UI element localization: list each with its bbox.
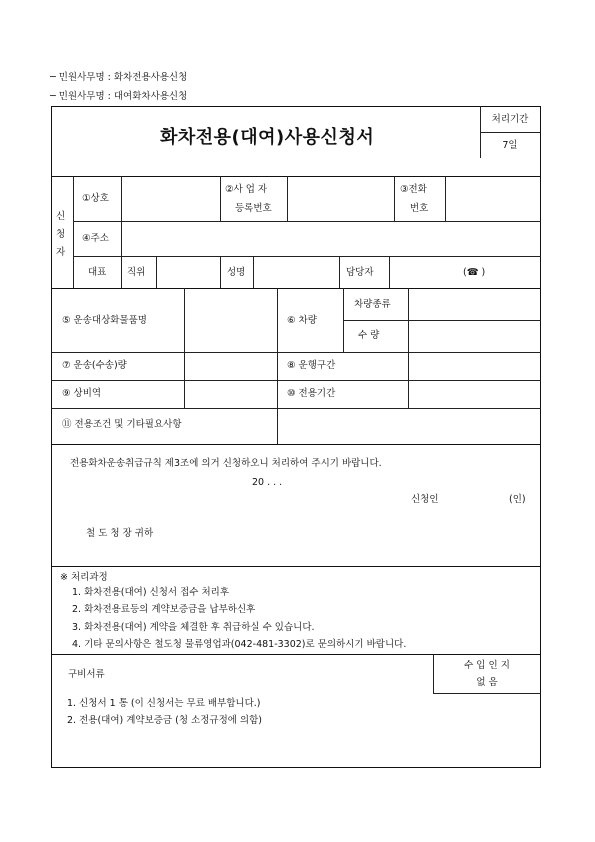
vehicle-type-field[interactable] [409,289,540,319]
stamp-value: 없 음 [476,677,498,688]
address-field[interactable] [122,222,540,255]
phone-field[interactable] [446,177,540,220]
manager-label: 담당자 [346,267,374,278]
phone-label-1: ③전화 [400,184,427,195]
name-label: 성명 [227,267,246,278]
process-step: 1. 화차전용(대여) 신청서 접수 처리후 [72,587,230,598]
stamp-label: 수 입 인 지 [464,660,510,671]
form-title: 화차전용(대여)사용신청서 [160,127,375,148]
period-label: ⑩ 전용기간 [287,388,336,399]
address-label: ④주소 [82,233,109,244]
vehicle-type-label: 차량종류 [354,299,391,310]
documents-heading: 구비서류 [68,669,105,680]
cargo-item-label: ⑤ 운송대상화물품명 [62,315,147,326]
position-label: 직위 [127,267,146,278]
seal-mark: (인) [509,494,526,505]
company-field[interactable] [122,177,219,220]
vehicle-label: ⑥ 차량 [287,315,317,326]
fee-label: ⑨ 상비역 [62,388,102,399]
phone-label-2: 번호 [410,203,429,214]
conditions-label: ⑪ 전용조건 및 기타필요사항 [62,419,182,430]
document-item: 2. 전용(대여) 계약보증금 (청 소정규정에 의함) [67,715,262,726]
process-heading: ※ 처리과정 [60,572,108,583]
process-step: 4. 기타 문의사항은 철도청 물류영업과(042-481-3302)로 문의하시기 바랍니다. [72,639,407,650]
company-label: ①상호 [82,193,109,204]
biz-no-field[interactable] [288,177,393,220]
rep-label: 대표 [88,267,107,278]
recipient: 철 도 청 장 귀하 [86,528,154,539]
biz-no-label-2: 등록번호 [235,203,272,214]
cargo-item-field[interactable] [185,289,276,351]
process-step: 2. 화차전용료등의 계약보증금을 납부하신후 [72,604,256,615]
applicant-sign-label: 신청인 [411,494,439,505]
process-step: 3. 화차전용(대여) 계약을 체결한 후 취급하실 수 있습니다. [72,622,315,633]
volume-field[interactable] [185,353,276,379]
processing-period-value: 7일 [502,140,518,151]
route-field[interactable] [409,353,540,379]
document-item: 1. 신청서 1 통 (이 신청서는 무료 배부합니다.) [67,698,261,709]
biz-no-label-1: ②사 업 자 [225,184,268,195]
quantity-label: 수 량 [358,330,380,341]
quantity-field[interactable] [409,321,540,351]
fee-field[interactable] [185,381,276,407]
route-label: ⑧ 운행구간 [287,360,336,371]
conditions-field[interactable] [278,409,540,443]
declaration-date: 20 . . . [252,477,283,488]
manager-phone: (☎ ) [463,267,486,278]
header-line-1: ─ 민원사무명 : 화차전용사용신청 [50,72,188,83]
header-line-2: ─ 민원사무명 : 대여화차사용신청 [50,91,188,102]
declaration-text: 전용화차운송취급규칙 제3조에 의거 신청하오니 처리하여 주시기 바랍니다. [70,458,382,469]
applicant-side-label: 신청자 [56,211,66,258]
period-field[interactable] [409,381,540,407]
volume-label: ⑦ 운송(수송)량 [62,360,127,371]
processing-period-label: 처리기간 [491,114,529,125]
